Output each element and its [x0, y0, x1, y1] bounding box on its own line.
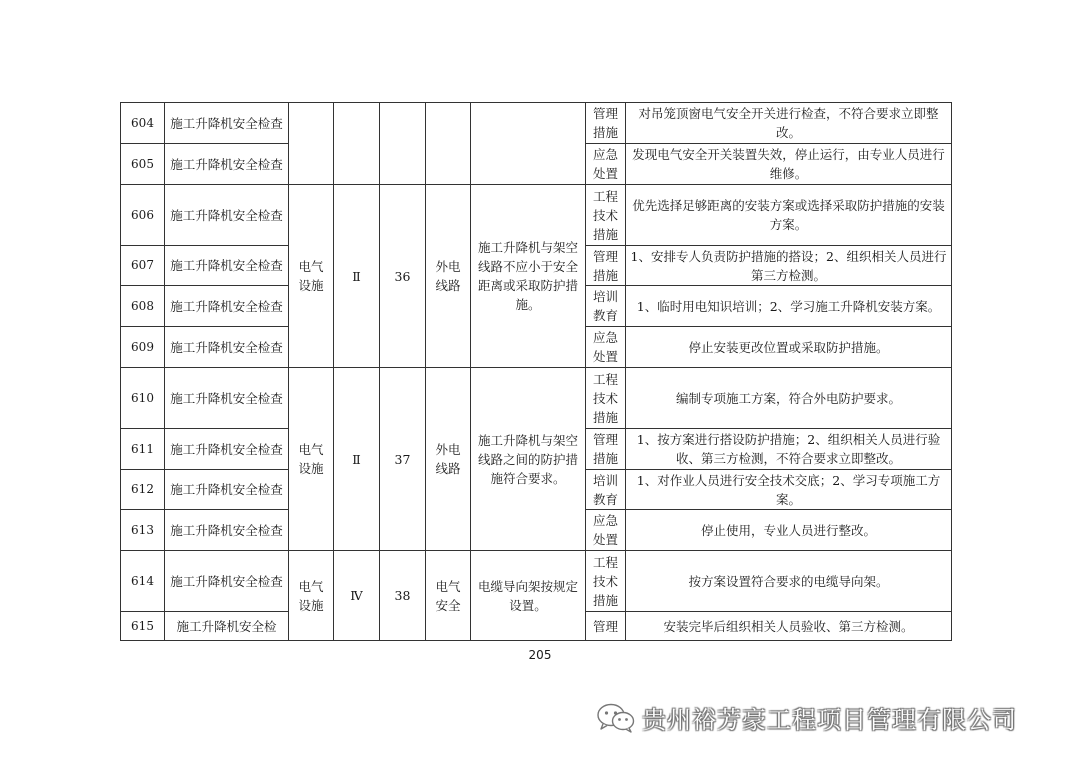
- control-measure: 按方案设置符合要求的电缆导向架。: [626, 551, 952, 612]
- control-category: 培训教育: [586, 286, 626, 327]
- table-row: [121, 368, 952, 429]
- row-number: 611: [121, 429, 165, 470]
- row-number: 610: [121, 368, 165, 429]
- hazard-type: 外电线路: [426, 185, 471, 368]
- table-row: [121, 185, 952, 246]
- control-measure: 发现电气安全开关装置失效，停止运行，由专业人员进行维修。: [626, 144, 952, 185]
- hazard-type: 外电线路: [426, 368, 471, 551]
- inspection-item: 施工升降机安全检查: [165, 246, 289, 286]
- inspection-item: 施工升降机安全检查: [165, 470, 289, 510]
- row-number: 605: [121, 144, 165, 185]
- empty-cell: [471, 103, 586, 185]
- control-category: 培训教育: [586, 470, 626, 510]
- control-category: 应急处置: [586, 327, 626, 368]
- empty-cell: [426, 103, 471, 185]
- hazard-description: 电缆导向架按规定设置。: [471, 551, 586, 641]
- row-number: 612: [121, 470, 165, 510]
- control-measure: 优先选择足够距离的安装方案或选择采取防护措施的安装方案。: [626, 185, 952, 246]
- hazard-number: 37: [380, 368, 426, 551]
- row-number: 608: [121, 286, 165, 327]
- row-number: 614: [121, 551, 165, 612]
- inspection-item: 施工升降机安全检查: [165, 429, 289, 470]
- inspection-item: 施工升降机安全检查: [165, 103, 289, 144]
- risk-control-table: [120, 102, 952, 641]
- control-category: 应急处置: [586, 144, 626, 185]
- row-number: 609: [121, 327, 165, 368]
- hazard-number: 38: [380, 551, 426, 641]
- inspection-item: 施工升降机安全检查: [165, 144, 289, 185]
- page-number: 205: [528, 648, 552, 662]
- inspection-item: 施工升降机安全检: [165, 612, 289, 641]
- empty-cell: [289, 103, 334, 185]
- control-measure: 停止使用，专业人员进行整改。: [626, 510, 952, 551]
- facility-type: 电气设施: [289, 551, 334, 641]
- control-category: 工程技术措施: [586, 551, 626, 612]
- hazard-level: Ⅱ: [334, 185, 380, 368]
- inspection-item: 施工升降机安全检查: [165, 327, 289, 368]
- facility-type: 电气设施: [289, 185, 334, 368]
- hazard-level: Ⅳ: [334, 551, 380, 641]
- watermark-company-name: 贵州裕芳豪工程项目管理有限公司: [642, 706, 1017, 734]
- control-measure: 安装完毕后组织相关人员验收、第三方检测。: [626, 612, 952, 641]
- inspection-item: 施工升降机安全检查: [165, 551, 289, 612]
- hazard-description: 施工升降机与架空线路之间的防护措施符合要求。: [471, 368, 586, 551]
- control-category: 管理措施: [586, 103, 626, 144]
- inspection-item: 施工升降机安全检查: [165, 185, 289, 246]
- row-number: 606: [121, 185, 165, 246]
- control-measure: 1、临时用电知识培训；2、学习施工升降机安装方案。: [626, 286, 952, 327]
- inspection-item: 施工升降机安全检查: [165, 368, 289, 429]
- hazard-level: Ⅱ: [334, 368, 380, 551]
- table-row: [121, 103, 952, 144]
- hazard-number: 36: [380, 185, 426, 368]
- control-category: 管理措施: [586, 246, 626, 286]
- control-measure: 对吊笼顶窗电气安全开关进行检查，不符合要求立即整改。: [626, 103, 952, 144]
- control-category: 工程技术措施: [586, 185, 626, 246]
- row-number: 613: [121, 510, 165, 551]
- row-number: 604: [121, 103, 165, 144]
- watermark: [594, 700, 1017, 735]
- hazard-type: 电气安全: [426, 551, 471, 641]
- row-number: 607: [121, 246, 165, 286]
- hazard-description: 施工升降机与架空线路不应小于安全距离或采取防护措施。: [471, 185, 586, 368]
- wechat-icon: [594, 702, 638, 734]
- control-measure: 1、按方案进行搭设防护措施；2、组织相关人员进行验收、第三方检测，不符合要求立即整改。: [626, 429, 952, 470]
- control-measure: 1、安排专人负责防护措施的搭设；2、组织相关人员进行第三方检测。: [626, 246, 952, 286]
- control-measure: 1、对作业人员进行安全技术交底；2、学习专项施工方案。: [626, 470, 952, 510]
- control-measure: 停止安装更改位置或采取防护措施。: [626, 327, 952, 368]
- control-category: 工程技术措施: [586, 368, 626, 429]
- control-category: 管理: [586, 612, 626, 641]
- control-category: 管理措施: [586, 429, 626, 470]
- empty-cell: [334, 103, 380, 185]
- control-measure: 编制专项施工方案，符合外电防护要求。: [626, 368, 952, 429]
- facility-type: 电气设施: [289, 368, 334, 551]
- empty-cell: [380, 103, 426, 185]
- table-row: [121, 551, 952, 612]
- inspection-item: 施工升降机安全检查: [165, 510, 289, 551]
- control-category: 应急处置: [586, 510, 626, 551]
- inspection-item: 施工升降机安全检查: [165, 286, 289, 327]
- row-number: 615: [121, 612, 165, 641]
